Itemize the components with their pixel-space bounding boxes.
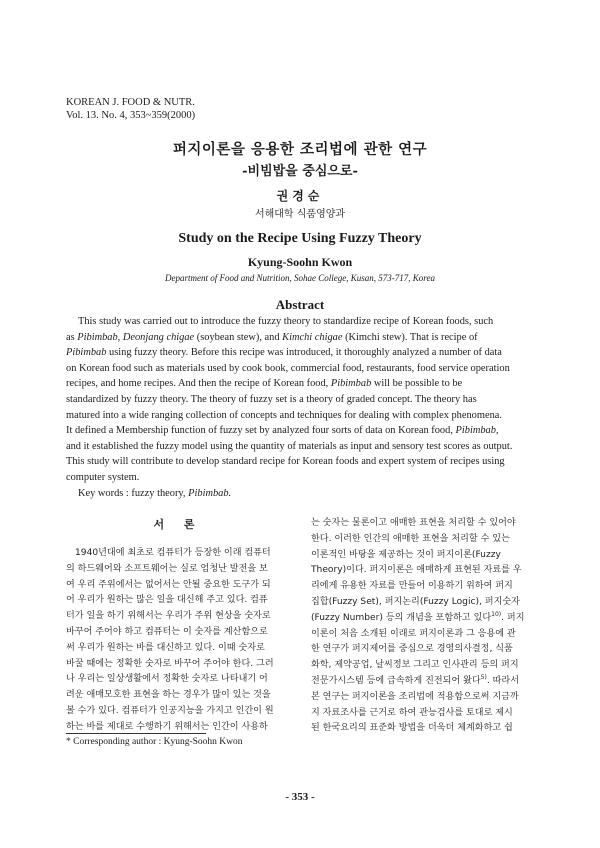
abstract-heading: Abstract: [275, 297, 325, 312]
body-line: 여 우리 주위에서는 없어서는 안될 중요한 도구가 되: [66, 579, 271, 590]
affiliation-korean: 서해대학 식품영양과: [254, 209, 346, 220]
body-line: 려운 애매모호한 표현을 하는 경우가 많이 있는 것을: [66, 690, 271, 701]
journal-name: KOREAN J. FOOD & NUTR.: [66, 97, 195, 108]
abstract-line: Pibimbab using fuzzy theory. Before this recipe was introduced, it thoroughly analyzed a number of data: [66, 347, 502, 359]
body-line: 하는 바를 제대로 수행하기 위해서는 인간이 사용하: [66, 721, 268, 732]
body-line: 의 하드웨어와 소프트웨어는 실로 엄청난 발전을 보: [66, 563, 268, 574]
body-line: 터가 일을 하기 위해서는 우리가 주위 현상을 숫자로: [66, 611, 271, 622]
section-heading-introduction: 서 론: [153, 518, 203, 531]
keywords-italic: Pibimbab.: [188, 487, 232, 499]
abstract-line: computer system.: [66, 471, 140, 483]
abstract-body: [66, 314, 534, 501]
subtitle-korean: -비빔밥을 중심으로-: [242, 164, 358, 179]
body-line: 화학, 제약공업, 날씨정보 그리고 인사관리 등의 퍼지: [311, 660, 519, 671]
body-line-with-ref: [311, 611, 535, 627]
abstract-line: and it established the fuzzy model using the quantity of materials as input and sensory test scores as output.: [66, 440, 513, 452]
right-column: [311, 516, 535, 737]
body-line: 바꿀 때에는 정확한 숫자로 바꾸어 주어야 한다. 그러: [66, 658, 274, 669]
keywords-label: Key words :: [78, 487, 129, 499]
body-line: 된 한국요리의 표준화 방법을 더욱더 체계화하고 쉽: [311, 723, 513, 734]
body-line: 이론이 처음 소개된 이래로 퍼지이론과 그 응용에 관: [311, 628, 516, 639]
reference-marker: 10): [491, 610, 502, 618]
body-line: 한 연구가 퍼지제어를 중심으로 경영의사결정, 식품: [311, 644, 513, 655]
abstract-line: standardized by fuzzy theory. The theory of fuzzy set is a theory of graded concept. The theory has: [66, 393, 477, 405]
author-korean: 권경순: [276, 189, 324, 203]
abstract-line: This study will contribute to develop standard recipe for Korean foods and expert system of recipes using: [66, 456, 505, 468]
body-line: Theory)이다. 퍼지이론은 애매하게 표현된 자료를 우: [311, 565, 522, 576]
keywords-text: fuzzy theory,: [128, 487, 189, 499]
keywords-line: [66, 486, 534, 502]
reference-marker: 5): [480, 673, 487, 681]
body-line: 써 우리가 원하는 바를 대신하고 있다. 이때 숫자로: [66, 642, 265, 653]
title-english: Study on the Recipe Using Fuzzy Theory: [178, 231, 422, 246]
body-line-with-ref: [311, 674, 535, 690]
page-number: - 353 -: [285, 791, 315, 803]
journal-volume: Vol. 13. No. 4, 353~359(2000): [66, 110, 196, 121]
body-text: (Fuzzy Number) 등의 개념을 포함하고 있다: [311, 612, 492, 623]
title-korean: 퍼지이론을 응용한 조리법에 관한 연구: [172, 141, 428, 158]
body-line: 볼 수가 있다. 컴퓨터가 인공지능을 가지고 인간이 원: [66, 705, 274, 716]
abstract-line: as Pibimbab, Deonjang chigae (soybean stew), and Kimchi chigae (Kimchi stew). That is recipe of: [66, 331, 478, 343]
body-text: 전문가시스템 등에 급속하게 진전되어 왔다: [311, 675, 481, 686]
body-line: 리에게 유용한 자료를 만들어 이용하기 위하여 퍼지: [311, 581, 513, 592]
body-line: 이론적인 바탕을 제공하는 것이 퍼지이론(Fuzzy: [311, 549, 501, 560]
body-line: 지 자료조사를 근거로 하여 관능검사를 토대로 제시: [311, 707, 513, 718]
journal-citation: [66, 96, 195, 122]
body-line: 집합(Fuzzy Set), 퍼지논리(Fuzzy Logic), 퍼지숫자: [311, 596, 520, 607]
body-line: 나 우리는 일상생활에서 정확한 숫자로 나타내기 어: [66, 674, 268, 685]
body-line: 는 숫자는 물론이고 애매한 표현을 처리할 수 있어야: [311, 518, 516, 528]
body-line: 어 우리가 원하는 많은 일을 대신해 주고 있다. 컴퓨: [66, 595, 268, 606]
abstract-line: on Korean food such as materials used by cook book, commercial food, restaurants, food service operation: [66, 362, 510, 374]
affiliation-english: Department of Food and Nutrition, Sohae College, Kusan, 573-717, Korea: [165, 273, 435, 283]
footnote-divider: [66, 733, 206, 734]
author-english: Kyung-Soohn Kwon: [247, 255, 353, 269]
body-text: . 따라서: [486, 675, 519, 686]
abstract-line: matured into a wide ranging collection of concepts and techniques for dealing with complex phenomena.: [66, 409, 502, 421]
body-line: 본 연구는 퍼지이론을 조리법에 적용함으로써 지금까: [311, 691, 519, 702]
left-column: [66, 546, 290, 736]
body-line: 바꾸어 주어야 하고 컴퓨터는 이 숫자를 계산함으로: [66, 626, 268, 637]
body-line: 1940년대에 최초로 컴퓨터가 등장한 이래 컴퓨터: [75, 548, 271, 558]
abstract-line: It defined a Membership function of fuzzy set by analyzed four sorts of data on Korean food, Pibimbab,: [66, 425, 499, 437]
body-text: . 퍼지: [501, 612, 525, 623]
abstract-line: This study was carried out to introduce the fuzzy theory to standardize recipe of Korean foods, such: [78, 316, 494, 327]
body-line: 한다. 이러한 인간의 애매한 표현을 처리할 수 있는: [311, 533, 510, 544]
footnote: * Corresponding author : Kyung-Soohn Kwon: [66, 737, 243, 747]
abstract-line: recipes, and home recipes. And then the recipe of Korean food, Pibimbab will be possible to be: [66, 378, 463, 390]
